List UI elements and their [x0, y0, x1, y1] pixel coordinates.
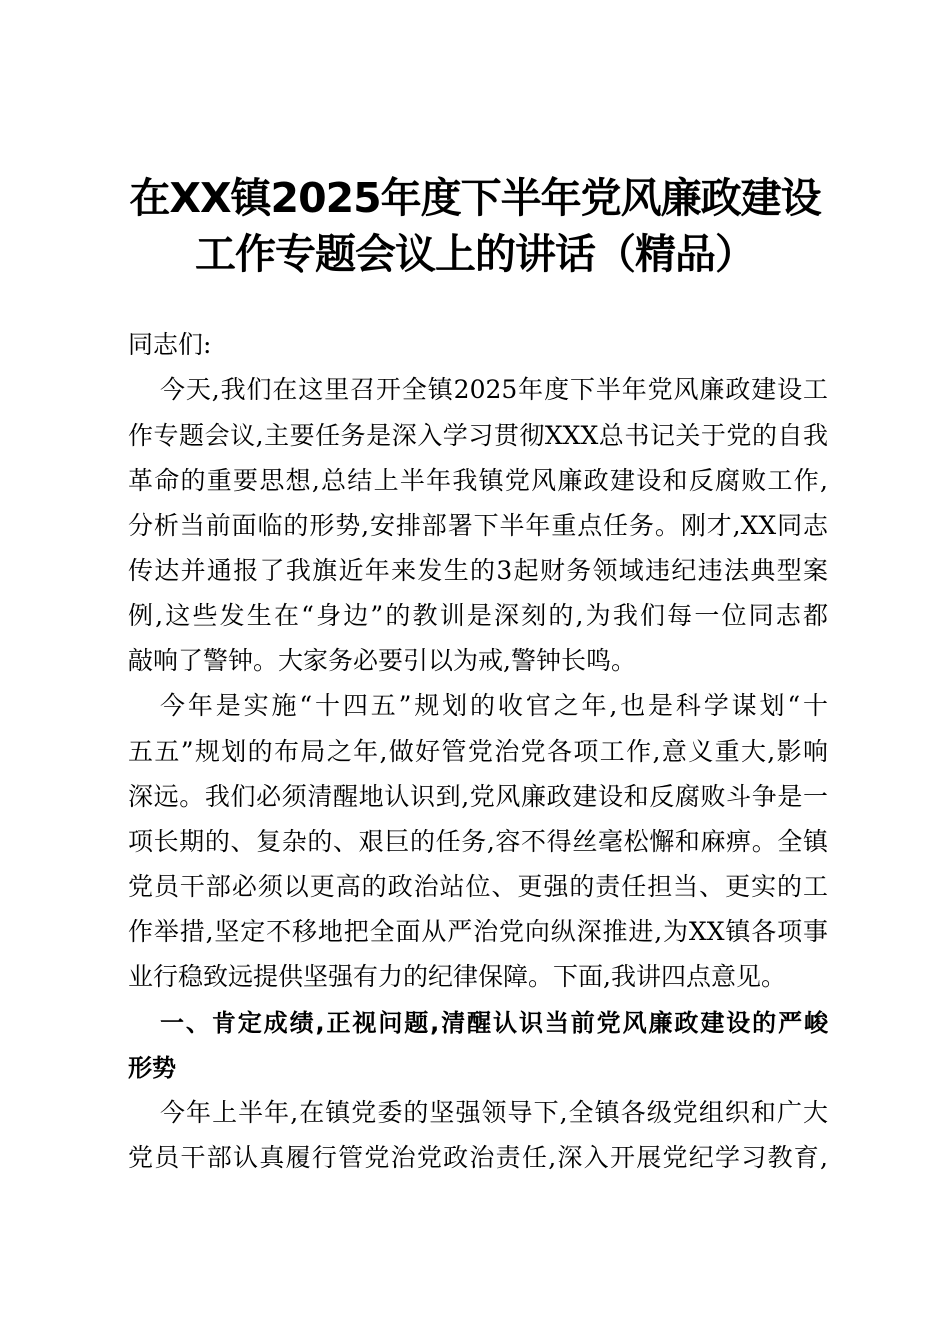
paragraph-2-line-3: 深远。我们必须清醒地认识到,党风廉政建设和反腐败斗争是一 [128, 782, 828, 811]
paragraph-1-line-5: 传达并通报了我旗近年来发生的3起财务领域违纪违法典型案 [128, 556, 828, 585]
document-title-line-2: 工作专题会议上的讲话（精品） [195, 230, 755, 278]
section-heading-line-2: 形势 [128, 1054, 176, 1082]
paragraph-2-line-4: 项长期的、复杂的、艰巨的任务,容不得丝毫松懈和麻痹。全镇 [128, 827, 828, 856]
paragraph-1-line-3: 革命的重要思想,总结上半年我镇党风廉政建设和反腐败工作, [128, 466, 828, 495]
section-heading-line-1: 一、肯定成绩,正视问题,清醒认识当前党风廉政建设的严峻 [160, 1009, 828, 1037]
paragraph-1-line-2: 作专题会议,主要任务是深入学习贯彻XXX总书记关于党的自我 [128, 421, 828, 450]
paragraph-1-line-4: 分析当前面临的形势,安排部署下半年重点任务。刚才,XX同志 [128, 511, 828, 540]
paragraph-2-line-2: 五五”规划的布局之年,做好管党治党各项工作,意义重大,影响 [128, 737, 828, 766]
paragraph-3-line-2: 党员干部认真履行管党治党政治责任,深入开展党纪学习教育, [128, 1143, 828, 1172]
paragraph-1-line-1: 今天,我们在这里召开全镇2025年度下半年党风廉政建设工 [160, 375, 828, 404]
paragraph-2-line-5: 党员干部必须以更高的政治站位、更强的责任担当、更实的工 [128, 872, 828, 901]
paragraph-1-line-6: 例,这些发生在“身边”的教训是深刻的,为我们每一位同志都 [128, 601, 828, 630]
paragraph-2-line-7: 业行稳致远提供坚强有力的纪律保障。下面,我讲四点意见。 [128, 962, 786, 991]
paragraph-2-line-6: 作举措,坚定不移地把全面从严治党向纵深推进,为XX镇各项事 [128, 917, 828, 946]
paragraph-3-line-1: 今年上半年,在镇党委的坚强领导下,全镇各级党组织和广大 [160, 1098, 828, 1127]
paragraph-1-line-7: 敲响了警钟。大家务必要引以为戒,警钟长鸣。 [128, 646, 636, 675]
salutation: 同志们: [128, 330, 212, 359]
paragraph-2-line-1: 今年是实施“十四五”规划的收官之年,也是科学谋划“十 [160, 691, 828, 720]
document-title-line-1: 在XX镇2025年度下半年党风廉政建设 [129, 174, 821, 222]
